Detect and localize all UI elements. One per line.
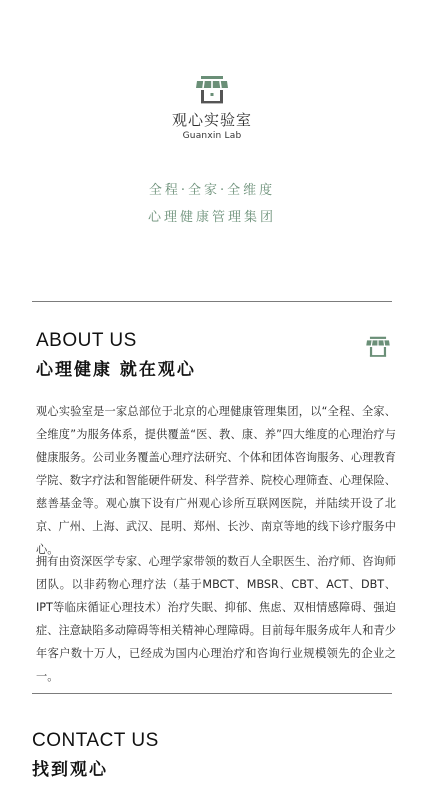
brand-name-cn: 观心实验室 <box>171 111 252 129</box>
section-divider <box>32 301 392 302</box>
section-divider <box>32 693 392 694</box>
brand-logo <box>0 75 424 141</box>
slogan-line-2: 心理健康管理集团 <box>147 210 276 225</box>
about-heading-cn: 心理健康 就在观心 <box>36 360 196 380</box>
about-heading-en: ABOUT US <box>36 330 137 351</box>
storefront-awning-icon <box>195 75 229 105</box>
contact-heading-en: CONTACT US <box>32 730 159 751</box>
brand-name-en: Guanxin Lab <box>182 131 242 141</box>
contact-heading-cn: 找到观心 <box>32 760 108 780</box>
storefront-awning-icon <box>365 336 391 358</box>
slogan-line-1: 全程·全家·全维度 <box>148 183 276 198</box>
about-paragraph-1: 观心实验室是一家总部位于北京的心理健康管理集团，以“全程、全家、全维度”为服务体系，提供覆盖“医、教、康、养”四大维度的心理治疗与健康服务。公司业务覆盖心理疗法研究、个体和团体咨询服务、心理教育学院、数字疗法和智能硬件研发、科学营养、院校心理筛查、心理保险、慈善基金等。观心旗下设有广州观心诊所互联网医院，并陆续开设了北京、广州、上海、武汉、昆明、郑州、长沙、南京等地的线下诊疗服务中心。 <box>36 405 396 556</box>
about-paragraph-2: 拥有由资深医学专家、心理学家带领的数百人全职医生、治疗师、咨询师团队。以非药物心理疗法（基于MBCT、MBSR、CBT、ACT、DBT、IPT等临床循证心理技术）治疗失眠、抑郁、焦虑、双相情感障碍、强迫症、注意缺陷多动障碍等相关精神心理障碍。目前每年服务成年人和青少年客户数十万人，已经成为国内心理治疗和咨询行业规模领先的企业之一。 <box>36 555 396 683</box>
